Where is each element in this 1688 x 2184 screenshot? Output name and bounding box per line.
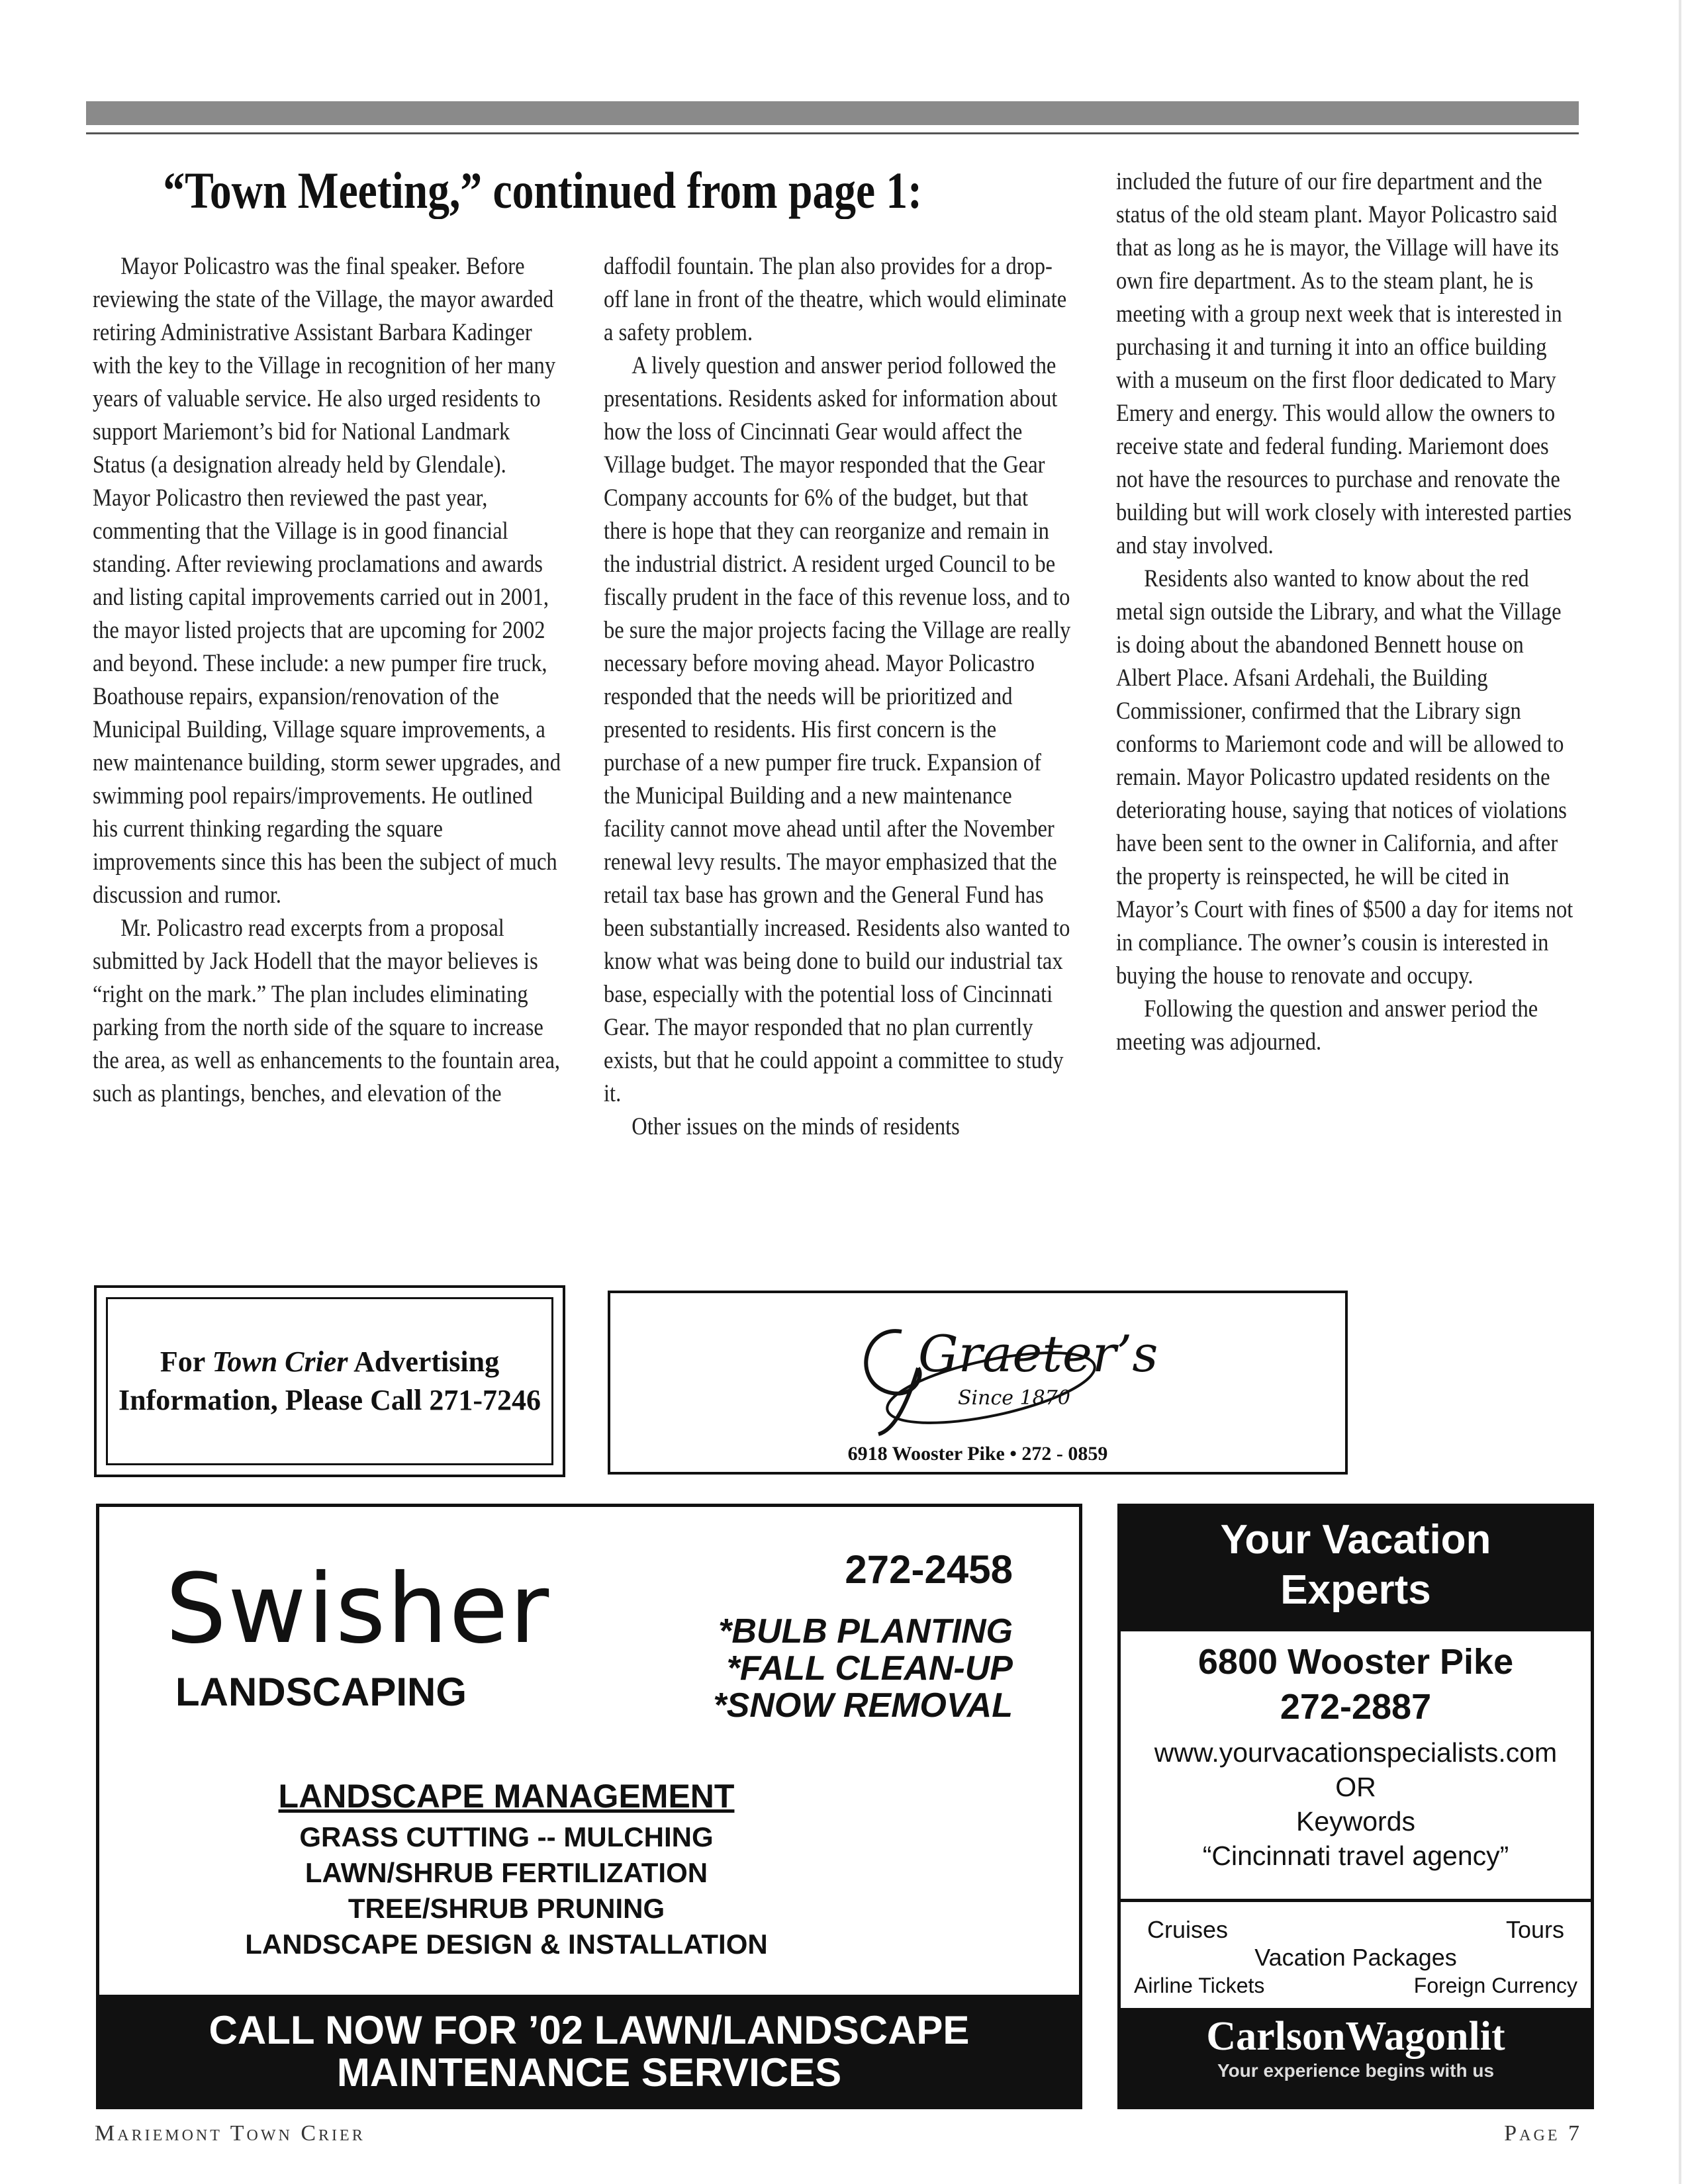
swisher-call-banner xyxy=(99,1995,1079,2106)
article-column-3 xyxy=(1116,165,1576,1059)
ad-vacation-experts xyxy=(1117,1504,1594,2109)
ad-text: For xyxy=(160,1345,212,1378)
heading-line: Your Vacation xyxy=(1220,1517,1491,1563)
paragraph: Mayor Policastro was the final speaker. Before reviewing the state of the Village, the mayor awarded retiring Administrative Assistant Barbara Kadinger with the key to the Village in recognition of her many years of valuable service. He also urged residents to support Mariemont’s bid for National Landmark Status (a designation already held by Glendale). Mayor Policastro then reviewed the past year, commenting that the Village is in good financial standing. After reviewing proclamations and awards and listing capital improvements carried out in 2001, the mayor listed projects that are upcoming for 2002 and beyond. These include: a new pumper fire truck, Boathouse repairs, expansion/renovation of the Municipal Building, Village square improvements, a new maintenance building, storm sewer upgrades, and swimming pool repairs/improvements. He outlined his current thinking regarding the square improvements since this has been the subject of much discussion and rumor. xyxy=(93,253,561,909)
ad-swisher-landscaping xyxy=(96,1504,1082,2109)
article-column-1 xyxy=(93,250,561,1111)
management-title: LANDSCAPE MANAGEMENT xyxy=(278,1778,735,1815)
currency-text: Foreign Currency xyxy=(1413,1974,1577,1997)
management-item: LANDSCAPE DESIGN & INSTALLATION xyxy=(245,1929,768,1960)
footer-publication: Mariemont Town Crier xyxy=(95,2121,365,2146)
management-item: GRASS CUTTING -- MULCHING xyxy=(299,1821,714,1852)
graeters-logo xyxy=(610,1305,1345,1441)
ad-town-crier xyxy=(94,1285,565,1477)
management-item: TREE/SHRUB PRUNING xyxy=(348,1893,665,1924)
vacation-divider xyxy=(1121,1899,1591,1902)
airline-text: Airline Tickets xyxy=(1134,1974,1265,1997)
management-item: LAWN/SHRUB FERTILIZATION xyxy=(305,1857,708,1888)
header-rule-line xyxy=(86,132,1579,134)
paragraph: Following the question and answer period the meeting was adjourned. xyxy=(1116,995,1538,1056)
swisher-phone: 272-2458 xyxy=(845,1547,1013,1592)
carlson-wagonlit-logo: CarlsonWagonlit xyxy=(1206,2014,1505,2059)
website-url: www.yourvacationspecialists.com xyxy=(1154,1737,1558,1768)
street-address: 6800 Wooster Pike xyxy=(1197,1642,1514,1682)
graeters-logo-text: Graeter’s xyxy=(918,1324,1158,1383)
tours-text: Tours xyxy=(1505,1916,1564,1943)
swisher-logo: Swisher xyxy=(165,1553,551,1665)
service-item: *SNOW REMOVAL xyxy=(713,1686,1013,1725)
paragraph: included the future of our fire department and the status of the old steam plant. Mayor Policastro said that as long as he is mayor, the Village will have its own fire department. As to the steam plant, he is meeting with a group next week that is interested in purchasing it and turning it into an office building with a museum on the first floor dedicated to Mary Emery and energy. This would allow the owners to receive state and federal funding. Mariemont does not have the resources to purchase and renovate the building but will work closely with interested parties and stay involved. xyxy=(1116,168,1572,559)
paragraph: Residents also wanted to know about the red metal sign outside the Library, and what the Village is doing about the abandoned Bennett house on Albert Place. Afsani Ardehali, the Building Commissioner, confirmed that the Library sign conforms to Mariemont code and will be allowed to remain. Mayor Policastro updated residents on the deteriorating house, saying that notices of violations have been sent to the owner in California, and after the property is reinspected, he will be cited in Mayor’s Court with fines of $500 a day for items not in compliance. The owner’s cousin is interested in buying the house to renovate and occupy. xyxy=(1116,565,1573,989)
keyword-phrase: “Cincinnati travel agency” xyxy=(1202,1841,1509,1871)
publication-name: Town Crier xyxy=(212,1345,348,1378)
call-line: MAINTENANCE SERVICES xyxy=(336,2050,842,2095)
graeters-logo-icon xyxy=(839,1305,1158,1437)
vacation-row-1 xyxy=(1147,1916,1564,1944)
ad-graeters xyxy=(608,1291,1348,1475)
phone-number: 272-2887 xyxy=(1280,1687,1432,1727)
article-headline: “Town Meeting,” continued from page 1: xyxy=(163,161,922,219)
ad-line-1 xyxy=(118,1343,541,1381)
page-edge xyxy=(1679,0,1681,2184)
vacation-row-2 xyxy=(1134,1974,1577,1998)
service-item: *FALL CLEAN-UP xyxy=(726,1649,1013,1688)
swisher-subtitle: LANDSCAPING xyxy=(175,1670,467,1714)
ad-town-crier-inner xyxy=(106,1297,553,1465)
swisher-management xyxy=(99,1777,914,1962)
paragraph: Mr. Policastro read excerpts from a proposal submitted by Jack Hodell that the mayor believes is “right on the mark.” The plan includes eliminating parking from the north side of the square to increase the area, as well as enhancements to the fountain area, such as plantings, benches, and elevation of the xyxy=(93,915,561,1107)
article-column-2 xyxy=(604,250,1072,1144)
vacation-brand-footer xyxy=(1121,2008,1591,2106)
vacation-heading xyxy=(1121,1507,1591,1631)
service-item: *BULB PLANTING xyxy=(718,1612,1013,1651)
header-rule-bar xyxy=(86,101,1579,125)
graeters-since-text: Since 1870 xyxy=(958,1387,1070,1410)
graeters-address: 6918 Wooster Pike • 272 - 0859 xyxy=(847,1443,1108,1465)
ad-text: Advertising xyxy=(348,1345,500,1378)
paragraph: daffodil fountain. The plan also provides for a drop-off lane in front of the theatre, which would eliminate a safety problem. xyxy=(604,253,1067,346)
paragraph: Other issues on the minds of residents xyxy=(632,1113,960,1140)
call-line: CALL NOW FOR ’02 LAWN/LANDSCAPE xyxy=(209,2008,970,2052)
footer-page-number: Page 7 xyxy=(1504,2121,1582,2146)
vacation-packages: Vacation Packages xyxy=(1254,1944,1457,1971)
ad-line-2: Information, Please Call 271-7246 xyxy=(118,1384,541,1416)
vacation-address xyxy=(1121,1639,1591,1729)
paragraph: A lively question and answer period followed the presentations. Residents asked for information about how the loss of Cincinnati Gear would affect the Village budget. The mayor responded that the Gear Company accounts for 6% of the budget, but that there is hope that they can reorganize and remain in the industrial district. A resident urged Council to be fiscally prudent in the face of this revenue loss, and to be sure the major projects facing the Village are really necessary before moving ahead. Mayor Policastro responded that the needs will be prioritized and presented to residents. His first concern is the purchase of a new pumper fire truck. Expansion of the Municipal Building and a new maintenance facility cannot move ahead until after the November renewal levy results. The mayor emphasized that the retail tax base has grown and the General Fund has been substantially increased. Residents also wanted to know what was being done to build our industrial tax base, especially with the potential loss of Cincinnati Gear. The mayor responded that no plan currently exists, but that he could appoint a committee to study it. xyxy=(604,352,1071,1107)
keywords-label: Keywords xyxy=(1295,1806,1415,1837)
swisher-services xyxy=(713,1613,1013,1724)
vacation-web xyxy=(1121,1735,1591,1873)
heading-line: Experts xyxy=(1280,1567,1431,1613)
cruises-text: Cruises xyxy=(1147,1916,1229,1943)
brand-tagline: Your experience begins with us xyxy=(1217,2060,1495,2081)
or-text: OR xyxy=(1335,1772,1376,1802)
